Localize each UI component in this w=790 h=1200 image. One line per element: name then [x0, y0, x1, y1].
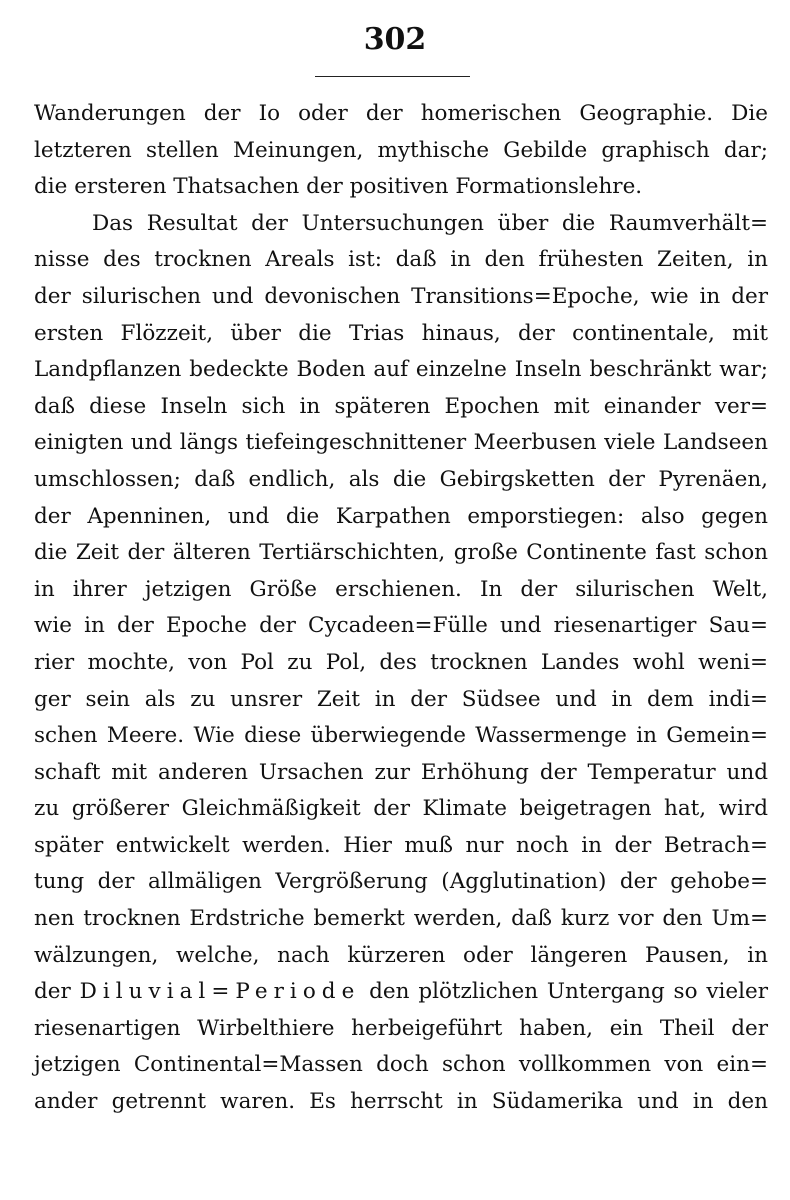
- text-line: die ersteren Thatsachen der positiven Formationslehre.: [34, 174, 643, 200]
- text-line: Wanderungen der Io oder der homerischen Geographie. Die: [34, 101, 768, 126]
- text-line: tung der allmäligen Vergrößerung (Agglutination) der gehobe=: [34, 869, 768, 895]
- text-line: riesenartigen Wirbelthiere herbeigeführt haben, ein Theil der: [34, 1015, 768, 1041]
- text-line: der silurischen und devonischen Transitions=Epoche, wie in der: [34, 283, 768, 309]
- text-line: wie in der Epoche der Cycadeen=Fülle und riesenartiger Sau=: [34, 613, 768, 639]
- text-line: daß diese Inseln sich in späteren Epochen mit einander ver=: [34, 393, 768, 419]
- text-fragment: den plötzlichen Untergang so vieler: [360, 979, 768, 1005]
- text-line: Landpflanzen bedeckte Boden auf einzelne Inseln beschränkt war;: [34, 357, 768, 383]
- text-line: die Zeit der älteren Tertiärschichten, große Continente fast schon: [34, 540, 768, 566]
- text-line: rier mochte, von Pol zu Pol, des trocknen Landes wohl weni=: [34, 649, 768, 675]
- text-line: der Apenninen, und die Karpathen emporstiegen: also gegen: [34, 503, 768, 529]
- page-number: 302: [363, 22, 427, 57]
- text-line: nen trocknen Erdstriche bemerkt werden, daß kurz vor den Um=: [34, 906, 768, 932]
- text-line: in ihrer jetzigen Größe erschienen. In der silurischen Welt,: [34, 576, 768, 602]
- text-line: einigten und längs tiefeingeschnittener Meerbusen viele Landseen: [34, 430, 768, 456]
- text-line: nisse des trocknen Areals ist: daß in den frühesten Zeiten, in: [34, 247, 768, 273]
- spaced-term: Diluvial=Periode: [79, 979, 361, 1005]
- text-line: ger sein als zu unsrer Zeit in der Südsee und in dem indi=: [34, 686, 768, 712]
- text-line-with-spaced-term: [34, 974, 768, 1011]
- text-line: jetzigen Continental=Massen doch schon vollkommen von ein=: [34, 1052, 768, 1078]
- text-line: schen Meere. Wie diese überwiegende Wassermenge in Gemein=: [34, 723, 768, 749]
- text-fragment: der: [34, 979, 80, 1005]
- header-rule: [315, 76, 470, 77]
- body-text: [34, 96, 768, 1121]
- text-line: schaft mit anderen Ursachen zur Erhöhung der Temperatur und: [34, 759, 768, 785]
- text-line: wälzungen, welche, nach kürzeren oder längeren Pausen, in: [34, 942, 768, 968]
- text-line: letzteren stellen Meinungen, mythische Gebilde graphisch dar;: [34, 137, 768, 163]
- text-line: zu größerer Gleichmäßigkeit der Klimate beigetragen hat, wird: [34, 796, 768, 822]
- text-line: umschlossen; daß endlich, als die Gebirgsketten der Pyrenäen,: [34, 466, 768, 492]
- text-line: später entwickelt werden. Hier muß nur noch in der Betrach=: [34, 832, 768, 858]
- text-line: ersten Flözzeit, über die Trias hinaus, der continentale, mit: [34, 320, 768, 346]
- text-line: Das Resultat der Untersuchungen über die Raumverhält=: [92, 210, 768, 236]
- text-line: ander getrennt waren. Es herrscht in Südamerika und in den: [34, 1089, 768, 1115]
